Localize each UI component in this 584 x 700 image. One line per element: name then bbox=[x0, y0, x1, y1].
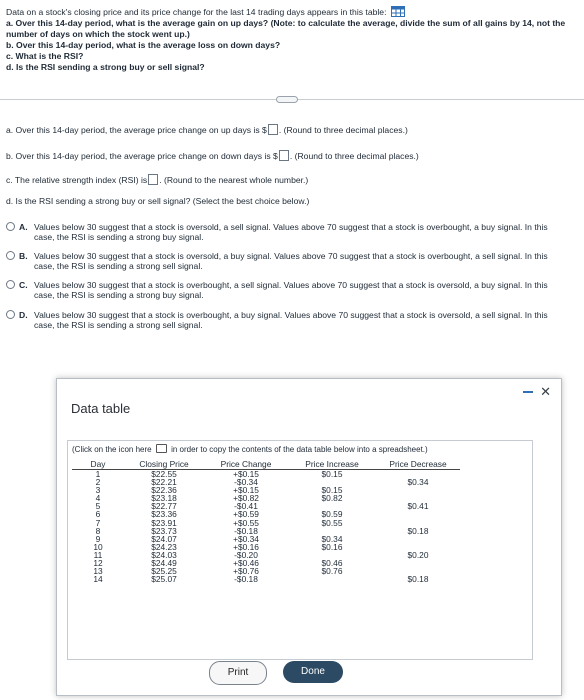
cell-price-increase: $0.15 bbox=[321, 485, 343, 496]
question-c: c. What is the RSI? bbox=[6, 51, 84, 61]
data-table-dialog bbox=[56, 378, 562, 696]
cell-price-change: -$0.20 bbox=[234, 549, 258, 560]
cell-price-decrease bbox=[376, 486, 460, 494]
cell-day: 10 bbox=[93, 541, 103, 552]
dialog-title: Data table bbox=[71, 401, 131, 416]
copy-note bbox=[72, 444, 428, 454]
cell-closing-price: $25.07 bbox=[151, 574, 177, 585]
table-row bbox=[72, 559, 460, 567]
cell-day: 8 bbox=[95, 525, 101, 536]
cell-price-increase: $0.76 bbox=[321, 566, 343, 577]
choice-letter: A. bbox=[19, 222, 28, 232]
cell-price-change: -$0.41 bbox=[234, 501, 258, 512]
cell-closing-price: $22.21 bbox=[151, 477, 177, 488]
copy-note-post: in order to copy the contents of the data table below into a spreadsheet.) bbox=[171, 445, 428, 454]
cell-price-decrease: $0.20 bbox=[407, 549, 429, 560]
cell-day: 9 bbox=[95, 533, 101, 544]
cell-closing-price: $23.73 bbox=[151, 525, 177, 536]
answer-b-input[interactable] bbox=[279, 150, 289, 161]
cell-day: 1 bbox=[95, 469, 101, 479]
table-row bbox=[72, 575, 460, 583]
table-icon[interactable] bbox=[391, 6, 405, 17]
table-row bbox=[72, 478, 460, 486]
minimize-icon[interactable] bbox=[523, 391, 533, 393]
cell-closing-price: $24.03 bbox=[151, 549, 177, 560]
cell-closing-price: $24.23 bbox=[151, 541, 177, 552]
cell-price-decrease: $0.41 bbox=[407, 501, 429, 512]
header-day: Day bbox=[72, 459, 124, 470]
answer-b-label: b. Over this 14-day period, the average price change on down days is $ bbox=[6, 151, 278, 161]
question-a: a. Over this 14-day period, what is the average gain on up days? (Note: to calculate the average, divide the sum of all gains by 14, not the number of days on which the stock went up.) bbox=[6, 18, 566, 39]
cell-price-increase bbox=[288, 575, 376, 583]
answer-d-prompt: d. Is the RSI sending a strong buy or sell signal? (Select the best choice below.) bbox=[6, 196, 310, 206]
cell-closing-price: $23.91 bbox=[151, 517, 177, 528]
cell-day: 11 bbox=[93, 549, 103, 560]
radio-button[interactable] bbox=[6, 280, 15, 289]
cell-price-increase: $0.59 bbox=[321, 509, 343, 520]
cell-price-change: +$0.76 bbox=[233, 566, 259, 577]
cell-closing-price: $23.18 bbox=[151, 493, 177, 504]
question-b: b. Over this 14-day period, what is the average loss on down days? bbox=[6, 40, 281, 50]
table-body bbox=[72, 470, 460, 584]
answer-a-line bbox=[6, 124, 408, 135]
cell-price-change: -$0.18 bbox=[234, 525, 258, 536]
cell-price-change: +$0.15 bbox=[233, 485, 259, 496]
cell-day: 12 bbox=[93, 558, 103, 569]
cell-price-decrease: $0.18 bbox=[407, 525, 429, 536]
cell-price-change: +$0.15 bbox=[233, 469, 259, 479]
header-closing-price: Closing Price bbox=[124, 459, 204, 470]
radio-button[interactable] bbox=[6, 222, 15, 231]
cell-price-increase: $0.34 bbox=[321, 533, 343, 544]
answer-a-label: a. Over this 14-day period, the average price change on up days is $ bbox=[6, 125, 267, 135]
cell-day: 13 bbox=[93, 566, 103, 577]
table-row bbox=[72, 543, 460, 551]
cell-price-decrease bbox=[376, 510, 460, 518]
cell-day: 6 bbox=[95, 509, 101, 520]
cell-day: 14 bbox=[93, 574, 103, 585]
choice-letter: B. bbox=[19, 251, 28, 261]
answer-b-hint: . (Round to three decimal places.) bbox=[289, 151, 419, 161]
cell-price-increase: $0.82 bbox=[321, 493, 343, 504]
choice-text: Values below 30 suggest that a stock is overbought, a buy signal. Values above 70 suggest that a stock is oversold, a sell signal. In this case, the RSI is sending a strong sell signal. bbox=[34, 310, 548, 330]
cell-price-change: -$0.34 bbox=[234, 477, 258, 488]
header-price-change: Price Change bbox=[204, 459, 288, 470]
cell-price-decrease: $0.34 bbox=[407, 477, 429, 488]
cell-price-change: +$0.16 bbox=[233, 541, 259, 552]
cell-price-change: +$0.59 bbox=[233, 509, 259, 520]
answer-c-hint: . (Round to the nearest whole number.) bbox=[159, 175, 309, 185]
choice-text: Values below 30 suggest that a stock is overbought, a sell signal. Values above 70 suggest that a stock is oversold, a buy signal. In this case, the RSI is sending a strong buy signal. bbox=[34, 280, 548, 300]
answer-a-input[interactable] bbox=[268, 124, 278, 135]
answer-c-line bbox=[6, 174, 308, 185]
table-row bbox=[72, 486, 460, 494]
choice-text: Values below 30 suggest that a stock is oversold, a sell signal. Values above 70 suggest that a stock is overbought, a buy signal. In this case, the RSI is sending a strong buy signal. bbox=[34, 222, 548, 242]
table-row bbox=[72, 502, 460, 510]
data-table-frame bbox=[67, 440, 533, 660]
cell-day: 4 bbox=[95, 493, 101, 504]
cell-price-increase: $0.46 bbox=[321, 558, 343, 569]
answer-c-label: c. The relative strength index (RSI) is bbox=[6, 175, 148, 185]
cell-price-increase: $0.16 bbox=[321, 541, 343, 552]
choice-letter: C. bbox=[19, 280, 28, 290]
cell-price-increase: $0.55 bbox=[321, 517, 343, 528]
table-header-row bbox=[72, 459, 460, 470]
choice-letter: D. bbox=[19, 310, 28, 320]
answer-c-input[interactable] bbox=[148, 174, 158, 185]
radio-button[interactable] bbox=[6, 251, 15, 260]
cell-day: 7 bbox=[95, 517, 101, 528]
cell-closing-price: $22.36 bbox=[151, 485, 177, 496]
expand-handle[interactable] bbox=[276, 96, 298, 103]
done-button[interactable]: Done bbox=[283, 661, 343, 683]
answer-b-line bbox=[6, 150, 419, 161]
cell-price-increase: $0.15 bbox=[321, 469, 343, 479]
table-row bbox=[72, 494, 460, 502]
cell-closing-price: $23.36 bbox=[151, 509, 177, 520]
cell-price-change: +$0.82 bbox=[233, 493, 259, 504]
question-intro: Data on a stock's closing price and its price change for the last 14 trading days appears in this table: bbox=[6, 7, 387, 17]
radio-button[interactable] bbox=[6, 310, 15, 319]
table-row bbox=[72, 535, 460, 543]
table-row bbox=[72, 551, 460, 559]
cell-closing-price: $25.25 bbox=[151, 566, 177, 577]
cell-price-change: +$0.46 bbox=[233, 558, 259, 569]
cell-closing-price: $22.77 bbox=[151, 501, 177, 512]
cell-price-decrease bbox=[376, 559, 460, 567]
copy-icon[interactable] bbox=[156, 444, 167, 453]
cell-closing-price: $24.49 bbox=[151, 558, 177, 569]
table-row bbox=[72, 519, 460, 527]
header-price-decrease: Price Decrease bbox=[376, 459, 460, 470]
print-button[interactable]: Print bbox=[209, 661, 267, 685]
header-price-increase: Price Increase bbox=[288, 459, 376, 470]
cell-closing-price: $24.07 bbox=[151, 533, 177, 544]
cell-price-change: +$0.55 bbox=[233, 517, 259, 528]
copy-note-pre: (Click on the icon here bbox=[72, 445, 152, 454]
table-row bbox=[72, 567, 460, 575]
table-row bbox=[72, 470, 460, 479]
cell-price-change: +$0.34 bbox=[233, 533, 259, 544]
choice-text: Values below 30 suggest that a stock is oversold, a buy signal. Values above 70 suggest that a stock is overbought, a sell signal. In this case, the RSI is sending a strong sell signal. bbox=[34, 251, 548, 271]
table-row bbox=[72, 527, 460, 535]
cell-price-decrease: $0.18 bbox=[407, 574, 429, 585]
cell-day: 2 bbox=[95, 477, 101, 488]
close-icon[interactable]: ✕ bbox=[540, 384, 551, 399]
cell-closing-price: $22.55 bbox=[151, 469, 177, 479]
answer-a-hint: . (Round to three decimal places.) bbox=[278, 125, 408, 135]
cell-day: 3 bbox=[95, 485, 101, 496]
table-row bbox=[72, 510, 460, 518]
question-d: d. Is the RSI sending a strong buy or sell signal? bbox=[6, 62, 205, 72]
cell-day: 5 bbox=[95, 501, 101, 512]
cell-price-decrease bbox=[376, 535, 460, 543]
cell-price-change: -$0.18 bbox=[234, 574, 258, 585]
question-text bbox=[6, 6, 576, 73]
data-table bbox=[72, 459, 460, 583]
